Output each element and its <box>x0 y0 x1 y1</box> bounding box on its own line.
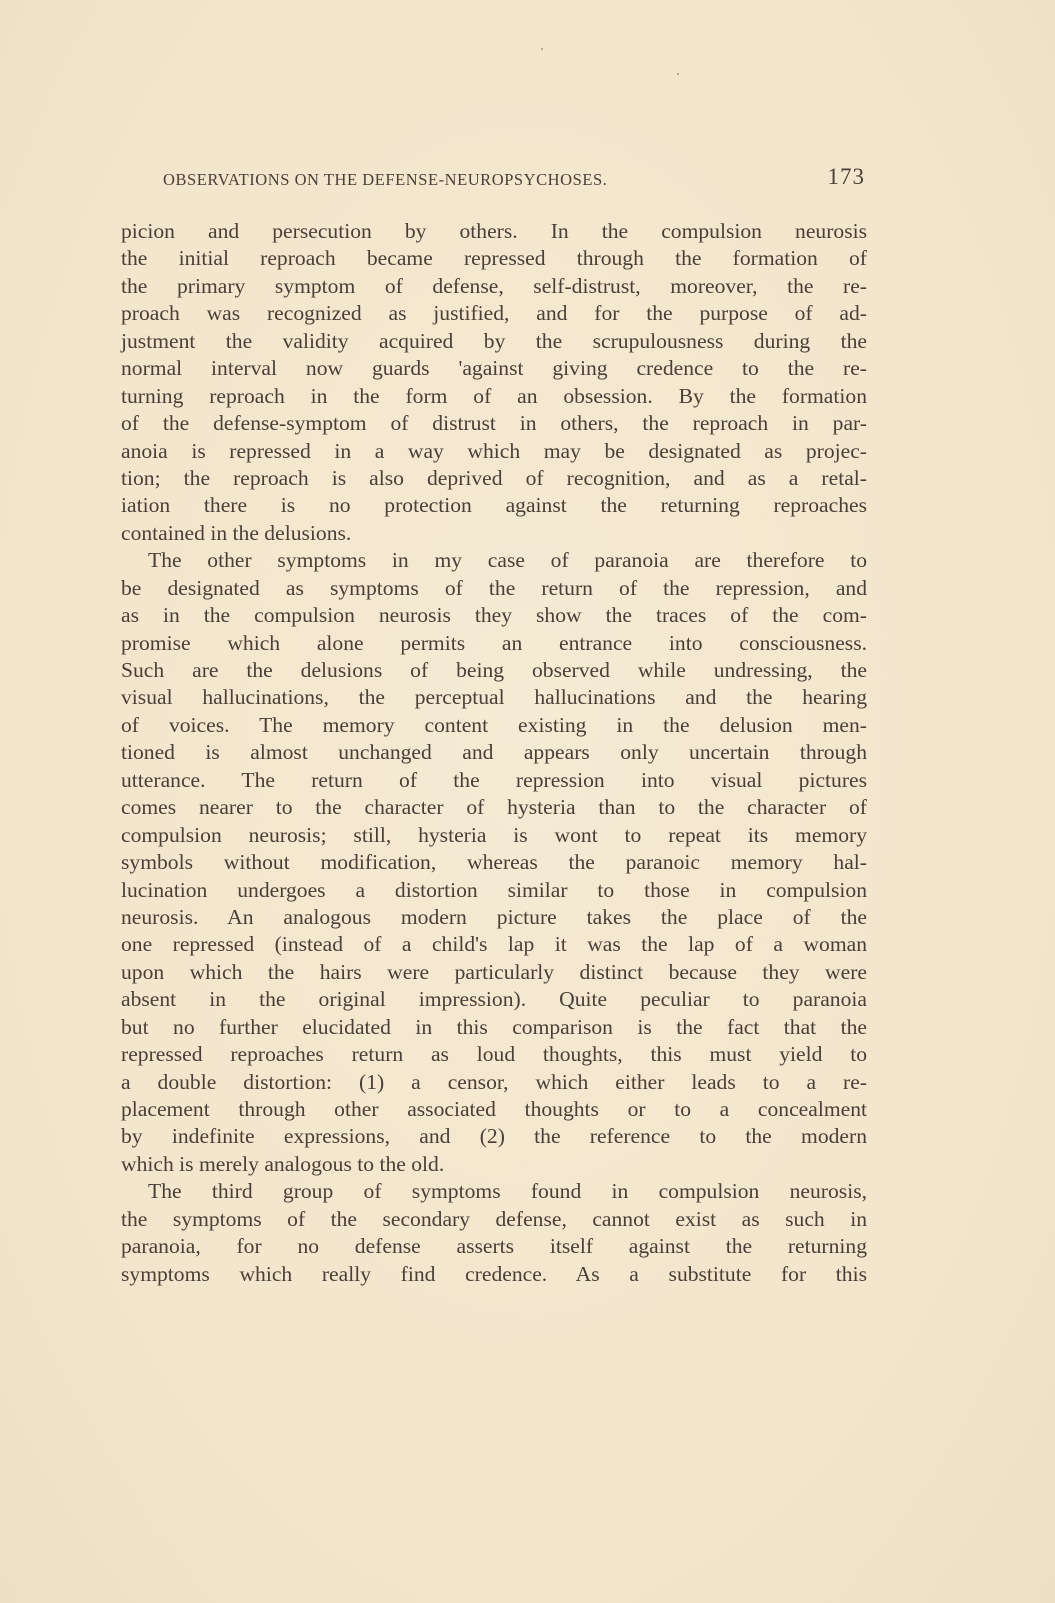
page-number: 173 <box>827 164 865 189</box>
text-line: promise which alone permits an entrance into consciousness. <box>121 630 867 655</box>
text-line: one repressed (instead of a child's lap it was the lap of a woman <box>121 932 867 957</box>
text-line: justment the validity acquired by the scrupulousness during the <box>121 328 867 353</box>
body-text <box>121 218 867 1288</box>
text-line: be designated as symptoms of the return of the repression, and <box>121 575 867 600</box>
text-line: absent in the original impression). Quite peculiar to paranoia <box>121 987 867 1012</box>
text-line: Such are the delusions of being observed while undressing, the <box>121 658 867 682</box>
text-line: upon which the hairs were particularly distinct because they were <box>121 959 867 984</box>
paragraph <box>121 1178 867 1288</box>
text-line: but no further elucidated in this comparison is the fact that the <box>121 1014 867 1039</box>
paper-speck <box>677 73 679 75</box>
text-line: placement through other associated thoughts or to a concealment <box>121 1097 867 1121</box>
text-line: utterance. The return of the repression into visual pictures <box>121 767 867 792</box>
text-line: the initial reproach became repressed through the formation of <box>121 246 867 271</box>
text-line: picion and persecution by others. In the compulsion neurosis <box>121 219 867 243</box>
text-line: iation there is no protection against the returning reproaches <box>121 493 867 518</box>
paragraph <box>121 547 867 1178</box>
text-line: proach was recognized as justified, and for the purpose of ad- <box>121 301 867 326</box>
text-line: by indefinite expressions, and (2) the reference to the modern <box>121 1124 867 1149</box>
text-line: anoia is repressed in a way which may be designated as projec- <box>121 438 867 463</box>
text-line: symbols without modification, whereas the paranoic memory hal- <box>121 850 867 875</box>
running-title: OBSERVATIONS ON THE DEFENSE-NEUROPSYCHOSES. <box>163 170 608 189</box>
text-line: repressed reproaches return as loud thoughts, this must yield to <box>121 1042 867 1067</box>
text-line: lucination undergoes a distortion similar to those in compulsion <box>121 877 867 902</box>
text-line: compulsion neurosis; still, hysteria is wont to repeat its memory <box>121 822 867 847</box>
paragraph <box>121 218 867 547</box>
text-line: contained in the delusions. <box>121 520 352 545</box>
text-line: as in the compulsion neurosis they show the traces of the com- <box>121 603 867 628</box>
text-line: neurosis. An analogous modern picture takes the place of the <box>121 904 867 929</box>
text-line: The other symptoms in my case of paranoia are therefore to <box>148 548 867 573</box>
text-line: tioned is almost unchanged and appears only uncertain through <box>121 740 867 765</box>
text-line: visual hallucinations, the perceptual hallucinations and the hearing <box>121 685 867 710</box>
running-head <box>163 166 865 196</box>
text-line: of the defense-symptom of distrust in others, the reproach in par- <box>121 411 867 436</box>
text-line: The third group of symptoms found in compulsion neurosis, <box>148 1179 867 1204</box>
text-line: which is merely analogous to the old. <box>121 1151 445 1176</box>
text-line: tion; the reproach is also deprived of recognition, and as a retal- <box>121 465 867 490</box>
text-line: of voices. The memory content existing in the delusion men- <box>121 712 867 737</box>
text-line: paranoia, for no defense asserts itself against the returning <box>121 1234 867 1259</box>
text-line: the symptoms of the secondary defense, cannot exist as such in <box>121 1206 867 1231</box>
text-line: a double distortion: (1) a censor, which either leads to a re- <box>121 1069 867 1094</box>
text-line: the primary symptom of defense, self-distrust, moreover, the re- <box>121 273 867 298</box>
paper-speck <box>541 48 543 50</box>
text-line: comes nearer to the character of hysteria than to the character of <box>121 795 867 820</box>
text-line: normal interval now guards 'against giving credence to the re- <box>121 356 867 381</box>
text-line: symptoms which really find credence. As a substitute for this <box>121 1261 867 1286</box>
text-line: turning reproach in the form of an obsession. By the formation <box>121 383 867 408</box>
